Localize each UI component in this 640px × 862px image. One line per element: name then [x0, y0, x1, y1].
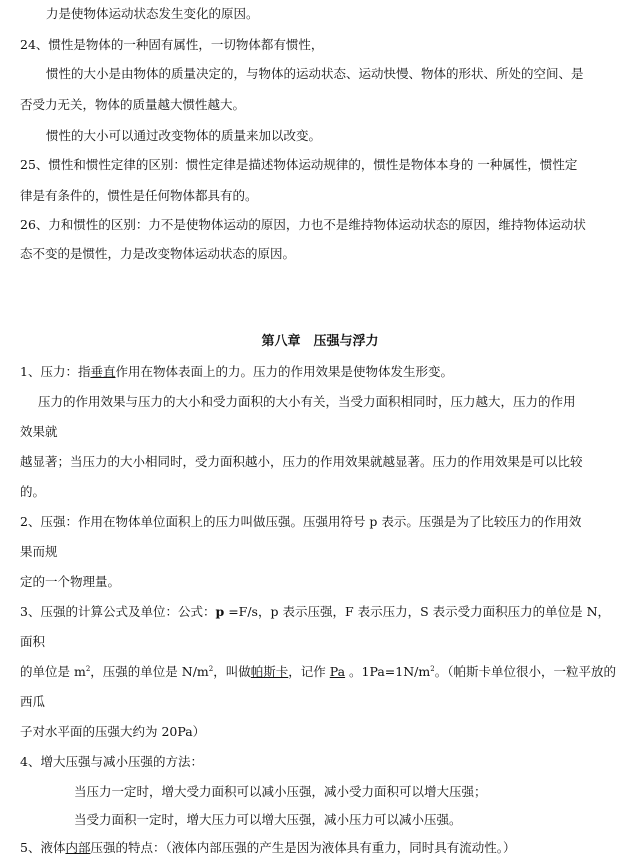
text-line: 律是有条件的，惯性是任何物体都具有的。 [20, 188, 258, 203]
text-run: 作用在物体表面上的力。压力的作用效果是使物体发生形变。 [115, 364, 453, 379]
text-run: 3、压强的计算公式及单位：公式： [20, 604, 216, 619]
item-5-heading [20, 840, 630, 856]
item-24-heading: 24、惯性是物体的一种固有属性，一切物体都有惯性， [20, 37, 324, 52]
text-line: 效果就 [20, 424, 58, 439]
text-run: 5、液体 [20, 840, 66, 855]
item-26-heading: 26、力和惯性的区别：力不是使物体运动的原因，力也不是维持物体运动状态的原因，维持物体运动状 [20, 217, 586, 232]
superscript: 2 [85, 665, 91, 673]
text-line: 当压力一定时，增大受力面积可以减小压强，减小受力面积可以增大压强； [74, 784, 487, 799]
text-run: 压强的特点：（液体内部压强的产生是因为液体具有重力，同时具有流动性。） [90, 840, 516, 855]
text-line: 力是使物体运动状态发生变化的原因。 [46, 6, 259, 21]
item-25-heading: 25、惯性和惯性定律的区别：惯性定律是描述物体运动规律的，惯性是物体本身的 一种属性，惯性定 [20, 157, 578, 172]
underlined-term: 内部 [65, 840, 91, 855]
text-line: 否受力无关，物体的质量越大惯性越大。 [20, 97, 246, 112]
text-line: 定的一个物理量。 [20, 574, 121, 589]
text-run: 。1Pa=1N/m [345, 664, 431, 679]
item-3-heading [20, 604, 630, 620]
text-run: 的单位是 m [20, 664, 86, 679]
chapter-title: 第八章 压强与浮力 [261, 334, 379, 349]
text-line: 果而规 [20, 544, 58, 559]
text-run: ，叫做 [213, 664, 251, 679]
text-run: 。（帕斯卡单位很小，一粒平放的 [434, 664, 616, 679]
text-line: 惯性的大小可以通过改变物体的质量来加以改变。 [46, 128, 322, 143]
text-line: 态不变的是惯性，力是改变物体运动状态的原因。 [20, 246, 296, 261]
underlined-term: Pa [329, 664, 346, 679]
text-run: 1、压力：指 [20, 364, 91, 379]
text-line: 惯性的大小是由物体的质量决定的，与物体的运动状态、运动快慢、物体的形状、所处的空间、是 [46, 66, 584, 81]
text-line: 当受力面积一定时，增大压力可以增大压强，减小压力可以减小压强。 [74, 812, 462, 827]
text-line [20, 664, 630, 680]
underlined-term: 垂直 [90, 364, 116, 379]
text-line: 压力的作用效果与压力的大小和受力面积的大小有关，当受力面积相同时，压力越大，压力的作用 [38, 394, 576, 409]
text-line: 的。 [20, 484, 46, 499]
item-1-heading [20, 364, 630, 380]
text-line: 西瓜 [20, 694, 46, 709]
underlined-term: 帕斯卡 [250, 664, 289, 679]
text-run: =F/s，p 表示压强，F 表示压力，S 表示受力面积压力的单位是 N， [224, 604, 611, 619]
text-line: 面积 [20, 634, 46, 649]
item-2-heading: 2、压强：作用在物体单位面积上的压力叫做压强。压强用符号 p 表示。压强是为了比较压力的作用效 [20, 514, 582, 529]
superscript: 2 [208, 665, 214, 673]
text-line: 越显著；当压力的大小相同时，受力面积越小，压力的作用效果就越显著。压力的作用效果是可以比较 [20, 454, 583, 469]
formula-symbol: p [215, 604, 225, 619]
text-run: ，记作 [288, 664, 330, 679]
superscript: 2 [430, 665, 435, 673]
text-run: ，压强的单位是 N/m [90, 664, 209, 679]
item-4-heading: 4、增大压强与减小压强的方法： [20, 754, 203, 769]
text-line: 子对水平面的压强大约为 20Pa） [20, 724, 206, 739]
